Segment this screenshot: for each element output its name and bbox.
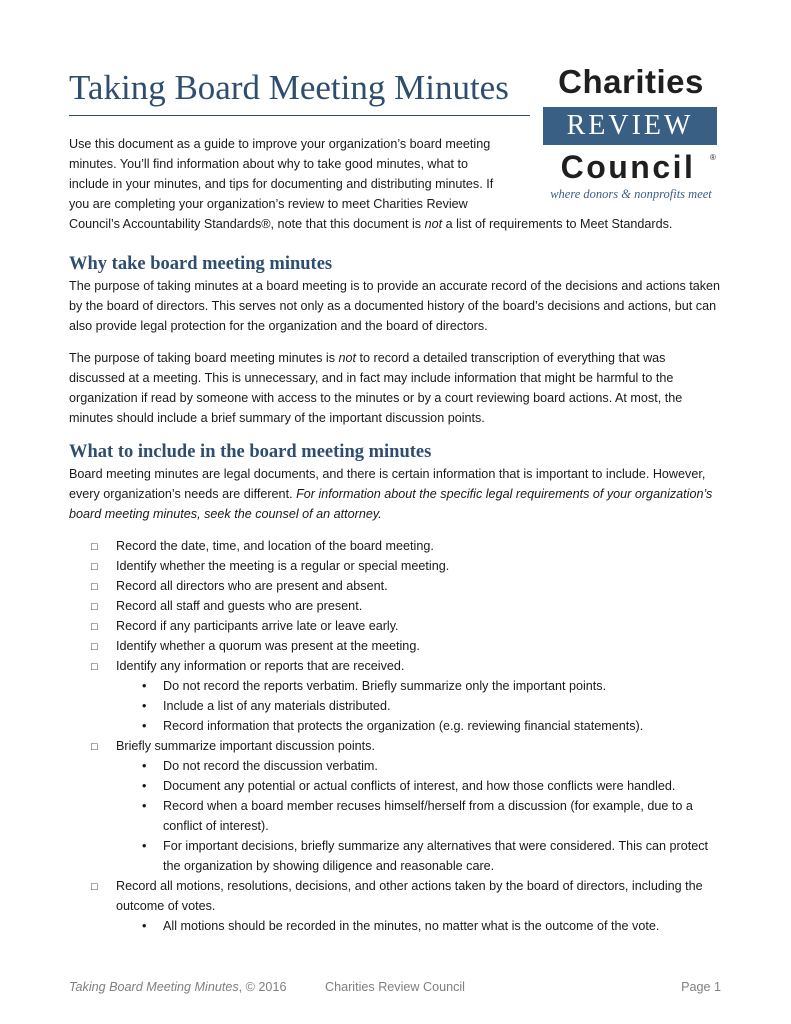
logo-line-review: REVIEW [543, 107, 717, 145]
checklist-item: □ Identify whether a quorum was present at the meeting. [91, 636, 724, 656]
what-emphasis-legal: For information about the specific legal requirements of your organization’s board meeting minutes, seek the counsel of an attorney. [69, 487, 713, 521]
what-paragraph-1: Board meeting minutes are legal documents, and there is certain information that is important to include. However, every organization’s needs are different. For information about the specific legal requirements of your organization’s board meeting minutes, seek the counsel of an attorney. [69, 467, 713, 521]
sublist-item: • Record information that protects the organization (e.g. reviewing financial statements). [140, 716, 724, 736]
sublist-item: • Record when a board member recuses himself/herself from a discussion (for example, due to a conflict of interest). [140, 796, 724, 836]
checkbox-icon: □ [91, 641, 98, 653]
section-heading-what: What to include in the board meeting minutes [69, 442, 432, 462]
bullet-icon: • [142, 799, 147, 813]
logo-line-council: Council [560, 149, 696, 185]
intro-paragraph-end: Council’s Accountability Standards®, note that this document is not a list of requirements to Meet Standards. [69, 217, 673, 231]
reports-sublist [140, 676, 724, 736]
intro-paragraph: Use this document as a guide to improve your organization’s board meeting minutes. You’ll find information about why to take good minutes, what to include in your minutes, and tips for documenting and distributing minutes. If you are completing your organization’s review to meet Charities Review [69, 137, 494, 211]
sublist-item: • Include a list of any materials distributed. [140, 696, 724, 716]
checkbox-icon: □ [91, 741, 98, 753]
checkbox-icon: □ [91, 661, 98, 673]
sublist-item: • All motions should be recorded in the minutes, no matter what is the outcome of the vote. [140, 916, 724, 936]
bullet-icon: • [142, 839, 147, 853]
footer-org-name: Charities Review Council [325, 980, 465, 994]
sublist-item: • Document any potential or actual conflicts of interest, and how those conflicts were handled. [140, 776, 724, 796]
checklist [91, 536, 724, 936]
checkbox-icon: □ [91, 581, 98, 593]
why-emphasis-not: not [338, 351, 357, 365]
why-paragraph-2: The purpose of taking board meeting minutes is not to record a detailed transcription of everything that was discussed at a meeting. This is unnecessary, and in fact may include information that might be harmful to the organization if read by someone with access to the minutes or by a court reviewing board actions. At most, the minutes should include a brief summary of the important discussion points. [69, 351, 683, 425]
bullet-icon: • [142, 779, 147, 793]
checkbox-icon: □ [91, 561, 98, 573]
sublist-item: • For important decisions, briefly summarize any alternatives that were considered. This can protect the organization by showing diligence and reasonable care. [140, 836, 724, 876]
checklist-item: □ Identify whether the meeting is a regular or special meeting. [91, 556, 724, 576]
footer-page-number: Page 1 [681, 980, 721, 994]
checklist-item: □ Record all motions, resolutions, decisions, and other actions taken by the board of directors, including the outcome of votes. • All motions should be recorded in the minutes, no matter what is the outcome of the vote. [91, 876, 724, 936]
bullet-icon: • [142, 679, 147, 693]
checklist-item: □ Briefly summarize important discussion points. • Do not record the discussion verbatim. • Document any potential or actual conflicts of interest, and how those conflicts were handled. • Record when a board member recuses himself/herself from a discussion (for example, due to a conflict of interest). • For important decisions, briefly summarize any alternatives that were considered. This can protect the organization by showing diligence and reasonable care. [91, 736, 724, 876]
checkbox-icon: □ [91, 621, 98, 633]
logo-registered-mark: ® [710, 153, 716, 162]
checklist-item: □ Identify any information or reports that are received. • Do not record the reports verbatim. Briefly summarize only the important points. • Include a list of any materials distributed. • Record information that protects the organization (e.g. reviewing financial statements). [91, 656, 724, 736]
discussion-sublist [140, 756, 724, 876]
checklist-item: □ Record all directors who are present and absent. [91, 576, 724, 596]
section-heading-why: Why take board meeting minutes [69, 254, 333, 274]
bullet-icon: • [142, 699, 147, 713]
checklist-item: □ Record all staff and guests who are present. [91, 596, 724, 616]
logo-tagline: where donors & nonprofits meet [550, 187, 712, 201]
bullet-icon: • [142, 759, 147, 773]
checkbox-icon: □ [91, 601, 98, 613]
checklist-item: □ Record if any participants arrive late or leave early. [91, 616, 724, 636]
footer-doc-title: Taking Board Meeting Minutes, © 2016 [69, 980, 287, 994]
checklist-item: □ Record the date, time, and location of the board meeting. [91, 536, 724, 556]
bullet-icon: • [142, 919, 147, 933]
page-title: Taking Board Meeting Minutes [69, 68, 509, 107]
document-body [69, 134, 724, 936]
sublist-item: • Do not record the discussion verbatim. [140, 756, 724, 776]
page-footer [69, 977, 721, 997]
sublist-item: • Do not record the reports verbatim. Briefly summarize only the important points. [140, 676, 724, 696]
checkbox-icon: □ [91, 881, 98, 893]
motions-sublist [140, 916, 724, 936]
checkbox-icon: □ [91, 541, 98, 553]
intro-emphasis: not [424, 217, 443, 231]
bullet-icon: • [142, 719, 147, 733]
why-paragraph-1: The purpose of taking minutes at a board meeting is to provide an accurate record of the decisions and actions taken by the board of directors. This serves not only as a documented history of the board’s decisions and actions, but can also provide legal protection for the organization and the board of directors. [69, 279, 721, 333]
title-underline [69, 115, 530, 116]
logo-line-charities: Charities [558, 63, 704, 100]
